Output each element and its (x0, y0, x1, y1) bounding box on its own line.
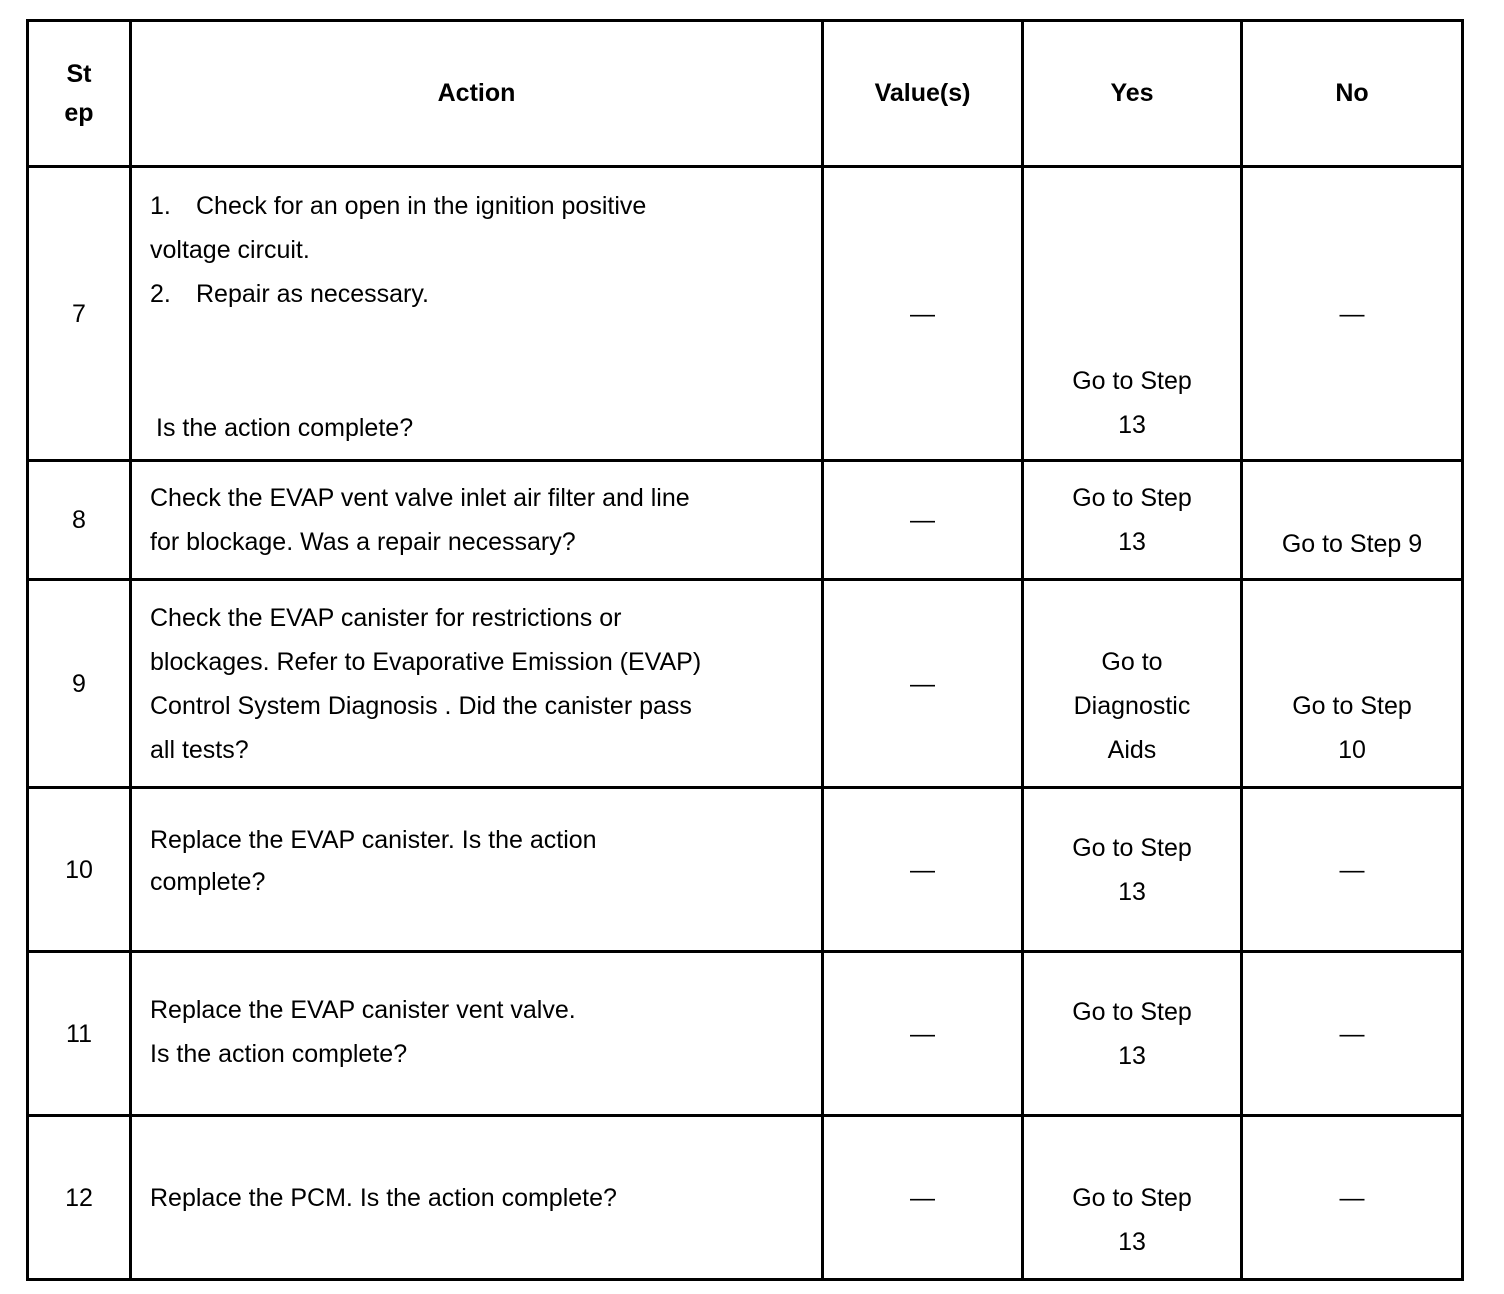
action-cell (131, 167, 823, 461)
action-line: Replace the PCM. Is the action complete? (150, 1183, 617, 1212)
no-line: 10 (1338, 736, 1366, 764)
header-row (28, 21, 1463, 167)
table-row (28, 788, 1463, 952)
list-text: voltage circuit. (150, 236, 310, 264)
action-line (150, 272, 809, 316)
table-row (28, 461, 1463, 580)
table-row (28, 952, 1463, 1116)
action-cell (131, 952, 823, 1116)
value-cell: — (823, 788, 1023, 952)
action-line: complete? (150, 868, 266, 896)
yes-cell (1023, 580, 1242, 788)
action-line: Replace the EVAP canister. Is the action (150, 826, 597, 854)
step-number: 11 (28, 952, 131, 1116)
action-question: Is the action complete? (156, 414, 414, 442)
yes-line: 13 (1118, 1041, 1146, 1070)
action-line: Replace the EVAP canister vent valve. (150, 996, 576, 1024)
action-cell (131, 580, 823, 788)
list-number: 1. (150, 192, 171, 220)
yes-line: 13 (1118, 528, 1146, 556)
header-step (28, 21, 131, 167)
action-line: blockages. Refer to Evaporative Emission (EVAP) (150, 647, 702, 676)
no-cell (1242, 461, 1463, 580)
diagnostic-table (26, 19, 1464, 1281)
action-line: Control System Diagnosis . Did the canister pass (150, 691, 692, 720)
yes-line: Go to Step (1072, 997, 1192, 1026)
action-line (150, 184, 809, 228)
table-row (28, 1116, 1463, 1280)
no-cell (1242, 580, 1463, 788)
table-row (28, 580, 1463, 788)
header-values: Value(s) (823, 21, 1023, 167)
step-number: 12 (28, 1116, 131, 1280)
yes-line: Go to Step (1072, 833, 1192, 862)
yes-line: Go to Step (1072, 1184, 1192, 1212)
yes-cell (1023, 1116, 1242, 1280)
action-line: for blockage. Was a repair necessary? (150, 528, 576, 556)
yes-cell (1023, 952, 1242, 1116)
step-number: 8 (28, 461, 131, 580)
yes-line: Go to Step (1072, 367, 1192, 395)
no-cell: — (1242, 952, 1463, 1116)
no-line: Go to Step 9 (1281, 530, 1423, 558)
action-cell (131, 788, 823, 952)
action-line: all tests? (150, 735, 249, 764)
value-cell: — (823, 952, 1023, 1116)
action-line (150, 228, 809, 272)
step-number: 10 (28, 788, 131, 952)
list-text: Check for an open in the ignition positive (196, 192, 647, 220)
value-cell: — (823, 167, 1023, 461)
action-line: Check the EVAP vent valve inlet air filter and line (150, 484, 690, 512)
yes-cell (1023, 788, 1242, 952)
header-step-line: St (66, 59, 92, 88)
step-number: 9 (28, 580, 131, 788)
yes-line: Diagnostic (1073, 692, 1191, 720)
value-cell: — (823, 461, 1023, 580)
list-number: 2. (150, 280, 171, 308)
no-cell: — (1242, 1116, 1463, 1280)
value-cell: — (823, 1116, 1023, 1280)
yes-line: 13 (1118, 411, 1146, 439)
yes-line: 13 (1118, 1228, 1146, 1256)
header-yes: Yes (1023, 21, 1242, 167)
header-step-line: ep (64, 98, 94, 127)
action-line: Is the action complete? (150, 1040, 408, 1068)
no-cell: — (1242, 167, 1463, 461)
yes-cell (1023, 461, 1242, 580)
table-row (28, 167, 1463, 461)
yes-line: Go to (1101, 648, 1163, 676)
yes-line: Go to Step (1072, 484, 1192, 512)
step-number: 7 (28, 167, 131, 461)
no-line: Go to Step (1292, 692, 1412, 720)
action-line: Check the EVAP canister for restrictions or (150, 603, 622, 632)
list-text: Repair as necessary. (196, 280, 429, 308)
yes-line: Aids (1107, 736, 1157, 764)
header-no: No (1242, 21, 1463, 167)
action-cell (131, 461, 823, 580)
header-action: Action (131, 21, 823, 167)
action-cell (131, 1116, 823, 1280)
value-cell: — (823, 580, 1023, 788)
yes-cell (1023, 167, 1242, 461)
no-cell: — (1242, 788, 1463, 952)
yes-line: 13 (1118, 877, 1146, 906)
